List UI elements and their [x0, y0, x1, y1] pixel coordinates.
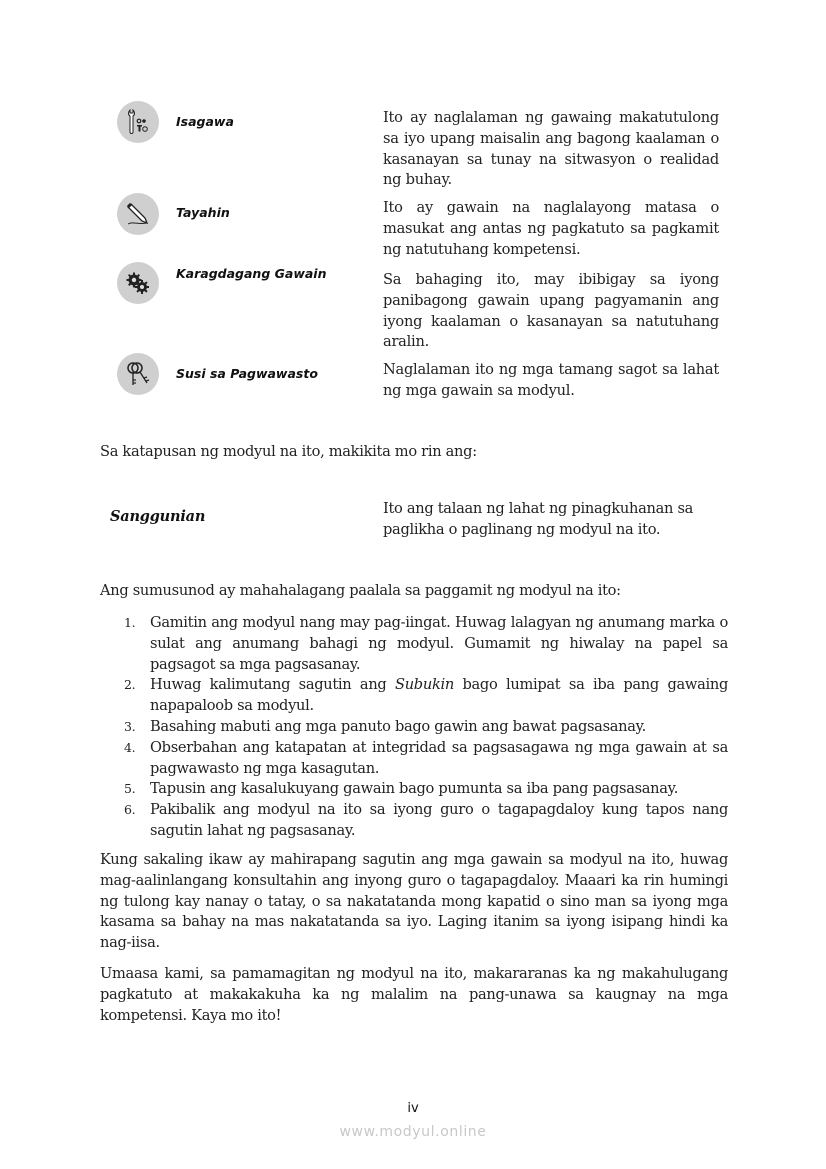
help-paragraph: Kung sakaling ikaw ay mahirapang sagutin ang mga gawain sa modyul na ito, huwag mag-aalinlangang konsultahin ang inyong guro o tagapagdaloy. Maaari ka rin humingi ng tulong kay nanay o tatay, o sa nakatatanda mong kapatid o sino man sa iyong mga kasama sa bahay na mas nakatatanda sa iyo. Laging itanim sa iyong isipang hindi ka nag-iisa.	[100, 851, 728, 952]
list-number: 6.	[124, 802, 136, 818]
end-intro-text: Sa katapusan ng modyul na ito, makikita mo rin ang:	[100, 443, 477, 460]
list-text: Pakibalik ang modyul na ito sa iyong guro o tagapagdaloy kung tapos nang sagutin lahat ng pagsasanay.	[150, 801, 728, 839]
list-item	[118, 717, 728, 738]
page-number: iv	[407, 1101, 419, 1116]
list-number: 5.	[124, 781, 136, 797]
list-number: 4.	[124, 739, 136, 755]
list-item	[118, 675, 728, 717]
list-text: bago lumipat sa iba pang gawaing napapaloob sa modyul.	[150, 676, 728, 715]
list-number: 1.	[124, 615, 136, 630]
pencil-icon	[117, 193, 159, 235]
list-item	[118, 800, 728, 842]
section-label: Isagawa	[176, 114, 234, 129]
list-text: Obserbahan ang katapatan at integridad sa pagsasagawa ng mga gawain at sa pagwawasto ng mga kasagutan.	[150, 738, 728, 777]
keys-icon	[117, 353, 159, 395]
list-number: 3.	[124, 718, 136, 734]
list-text: Huwag kalimutang sagutin ang	[150, 676, 395, 694]
list-number: 2.	[124, 677, 136, 693]
list-text: Tapusin ang kasalukuyang gawain bago pumunta sa iba pang pagsasanay.	[150, 780, 679, 798]
section-description: Ito ay gawain na naglalayong matasa o masukat ang antas ng pagkatuto sa pagkamit ng natutuhang kompetensi.	[383, 199, 719, 258]
list-item	[118, 779, 728, 800]
section-description: Naglalaman ito ng mga tamang sagot sa lahat ng mga gawain sa modyul.	[383, 361, 719, 399]
list-text: Gamitin ang modyul nang may pag-iingat. Huwag lalagyan ng anumang marka o sulat ang anumang bahagi ng modyul. Gumamit ng hiwalay na papel sa pagsagot sa mga pagsasanay.	[150, 614, 728, 673]
sanggunian-description: Ito ang talaan ng lahat ng pinagkuhanan sa paglikha o paglinang ng modyul na ito.	[383, 500, 694, 538]
gears-icon	[117, 262, 159, 304]
section-description: Ito ay naglalaman ng gawaing makatutulong sa iyo upang maisalin ang bagong kaalaman o kasanayan sa tunay na sitwasyon o realidad ng buhay.	[383, 109, 719, 189]
list-item	[118, 738, 728, 780]
list-text: Basahing mabuti ang mga panuto bago gawin ang bawat pagsasanay.	[150, 717, 647, 735]
section-description: Sa bahaging ito, may ibibigay sa iyong panibagong gawain upang pagyamanin ang iyong kaalaman o kasanayan sa natutuhang aralin.	[383, 271, 719, 351]
sanggunian-label: Sanggunian	[110, 508, 206, 525]
reminders-list	[118, 613, 728, 842]
watermark-link[interactable]: www.modyul.online	[339, 1124, 487, 1140]
section-label: Susi sa Pagwawasto	[176, 366, 318, 381]
reminders-intro: Ang sumusunod ay mahahalagang paalala sa paggamit ng modyul na ito:	[100, 582, 621, 599]
section-label: Tayahin	[176, 205, 230, 220]
list-item	[118, 613, 728, 675]
subukin-emphasis: Subukin	[395, 676, 454, 694]
section-label: Karagdagang Gawain	[176, 266, 327, 281]
closing-paragraph: Umaasa kami, sa pamamagitan ng modyul na ito, makararanas ka ng makahulugang pagkatuto at makakakuha ka ng malalim na pang-unawa sa kaugnay na mga kompetensi. Kaya mo ito!	[100, 965, 728, 1024]
tools-icon	[117, 101, 159, 143]
